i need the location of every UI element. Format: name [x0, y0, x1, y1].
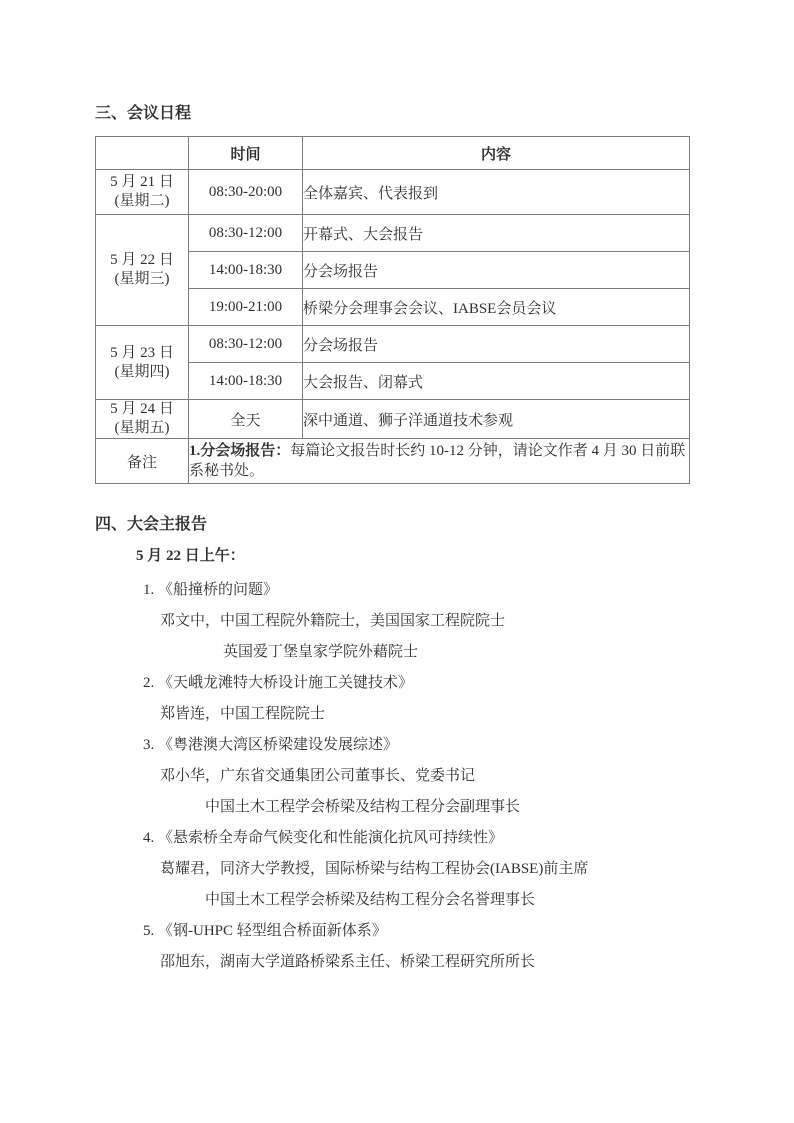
content-cell: 桥梁分会理事会会议、IABSE会员会议: [303, 289, 690, 326]
date-cell-may23: [96, 326, 189, 400]
report-item-title: [95, 675, 701, 692]
report-title: 《悬索桥全寿命气候变化和性能演化抗风可持续性》: [158, 830, 504, 846]
date-text: 5 月 21 日: [110, 174, 174, 190]
report-title: 《钢-UHPC 轻型组合桥面新体系》: [158, 923, 387, 939]
content-cell: 深中通道、狮子洋通道技术参观: [303, 400, 690, 439]
date-cell-may22: [96, 215, 189, 326]
report-item-title: [95, 923, 701, 940]
date-text: 5 月 22 日: [110, 252, 174, 268]
time-cell: 08:30-12:00: [189, 326, 303, 363]
report-number: 5.: [143, 923, 155, 939]
note-text: 每篇论文报告时长约 10-12 分钟，请论文作者 4 月 30 日前联系秘书处。: [189, 443, 686, 479]
header-cell-time: 时间: [189, 137, 303, 170]
section-title-plenary: 四、大会主报告: [95, 516, 208, 533]
report-speaker: 邵旭东，湖南大学道路桥梁系主任、桥梁工程研究所所长: [160, 954, 536, 970]
header-cell-content: 内容: [303, 137, 690, 170]
schedule-table: [95, 136, 690, 484]
note-prefix: 1.分会场报告：: [189, 443, 291, 459]
content-cell: 开幕式、大会报告: [303, 215, 690, 252]
report-title: 《船撞桥的问题》: [158, 582, 279, 598]
plenary-section: [95, 515, 701, 971]
report-affiliation: 中国土木工程学会桥梁及结构工程分会副理事长: [205, 799, 521, 815]
report-title: 《天峨龙滩特大桥设计施工关键技术》: [158, 675, 414, 691]
content-cell: 分会场报告: [303, 326, 690, 363]
date-cell-may21: [96, 170, 189, 215]
time-cell: 14:00-18:30: [189, 363, 303, 400]
report-number: 3.: [143, 737, 155, 753]
report-item-title: [95, 582, 701, 599]
date-cell-may24: [96, 400, 189, 439]
report-affiliation: 中国土木工程学会桥梁及结构工程分会名誉理事长: [205, 892, 536, 908]
section-title-schedule: 三、会议日程: [95, 105, 192, 122]
page-content: [95, 104, 701, 985]
report-speaker: 邓小华，广东省交通集团公司董事长、党委书记: [160, 768, 476, 784]
note-content-cell: [189, 439, 690, 484]
weekday-text: (星期五): [114, 420, 170, 436]
schedule-header-row: [96, 137, 690, 170]
date-text: 5 月 24 日: [110, 401, 174, 417]
time-cell: 14:00-18:30: [189, 252, 303, 289]
table-row: [96, 326, 690, 363]
report-title: 《粤港澳大湾区桥梁建设发展综述》: [158, 737, 399, 753]
weekday-text: (星期三): [114, 271, 170, 287]
content-cell: 全体嘉宾、代表报到: [303, 170, 690, 215]
time-cell: 19:00-21:00: [189, 289, 303, 326]
time-cell: 全天: [189, 400, 303, 439]
report-speaker: 邓文中，中国工程院外籍院士，美国国家工程院院士: [160, 613, 506, 629]
header-cell-empty: [96, 137, 189, 170]
time-cell: 08:30-20:00: [189, 170, 303, 215]
weekday-text: (星期二): [114, 193, 170, 209]
report-number: 4.: [143, 830, 155, 846]
date-text: 5 月 23 日: [110, 344, 174, 361]
table-note-row: [96, 439, 690, 484]
session-label: 5 月 22 日上午：: [136, 548, 245, 564]
time-cell: 08:30-12:00: [189, 215, 303, 252]
report-number: 2.: [143, 675, 155, 691]
report-speaker: 郑皆连，中国工程院院士: [160, 706, 326, 722]
weekday-text: (星期四): [114, 363, 170, 380]
table-row: [96, 170, 690, 215]
report-number: 1.: [143, 582, 155, 598]
table-row: [96, 400, 690, 439]
table-row: [96, 215, 690, 252]
report-item-title: [95, 737, 701, 754]
report-item-title: [95, 830, 701, 847]
report-affiliation: 英国爱丁堡皇家学院外藉院士: [223, 644, 419, 660]
content-cell: 大会报告、闭幕式: [303, 363, 690, 400]
note-label-cell: 备注: [96, 439, 189, 484]
content-cell: 分会场报告: [303, 252, 690, 289]
report-speaker: 葛耀君，同济大学教授，国际桥梁与结构工程协会(IABSE)前主席: [160, 861, 589, 877]
